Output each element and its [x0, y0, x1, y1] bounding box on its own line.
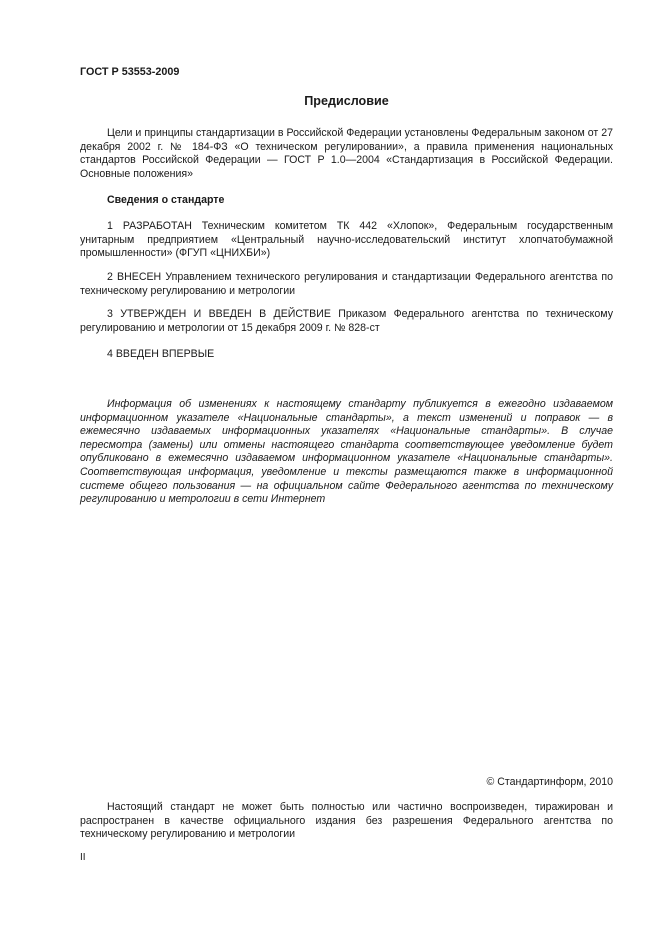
info-item-developed: 1 РАЗРАБОТАН Техническим комитетом ТК 442 «Хлопок», Федеральным государственным унитарным предприятием «Центральный научно-исследовательский институт хлопчатобумажной промышленности» (ФГУП «ЦНИХБИ»)	[80, 220, 613, 260]
intro-paragraph: Цели и принципы стандартизации в Российской Федерации установлены Федеральным законом от 27 декабря 2002 г. № 184-ФЗ «О техническом регулировании», а правила применения национальных стандартов Российской Федерации — ГОСТ Р 1.0—2004 «Стандартизация в Российской Федерации. Основные положения»	[80, 127, 613, 180]
page-number: II	[80, 852, 86, 863]
info-heading: Сведения о стандарте	[107, 194, 225, 206]
info-item-approved: 3 УТВЕРЖДЕН И ВВЕДЕН В ДЕЙСТВИЕ Приказом Федерального агентства по техническому регулированию и метрологии от 15 декабря 2009 г. № 828-ст	[80, 308, 613, 334]
info-item-submitted: 2 ВНЕСЕН Управлением технического регулирования и стандартизации Федерального агентства по техническому регулированию и метрологии	[80, 271, 613, 297]
legal-notice: Настоящий стандарт не может быть полностью или частично воспроизведен, тиражирован и распространен в качестве официального издания без разрешения Федерального агентства по техническому регулированию и метрологии	[80, 801, 613, 841]
page-title: Предисловие	[304, 94, 389, 108]
changes-notice: Информация об изменениях к настоящему стандарту публикуется в ежегодно издаваемом информационном указателе «Национальные стандарты», а текст изменений и поправок — в ежемесячно издаваемых информационных указателях «Национальные стандарты». В случае пересмотра (замены) или отмены настоящего стандарта соответствующее уведомление будет опубликовано в ежемесячно издаваемом информационном указателе «Национальные стандарты». Соответствующая информация, уведомление и тексты размещаются также в информационной системе общего пользования — на официальном сайте Федерального агентства по техническому регулированию и метрологии в сети Интернет	[80, 398, 613, 506]
standard-code: ГОСТ Р 53553-2009	[80, 66, 180, 78]
copyright-line: © Стандартинформ, 2010	[486, 776, 613, 788]
info-item-introduced: 4 ВВЕДЕН ВПЕРВЫЕ	[107, 348, 215, 360]
